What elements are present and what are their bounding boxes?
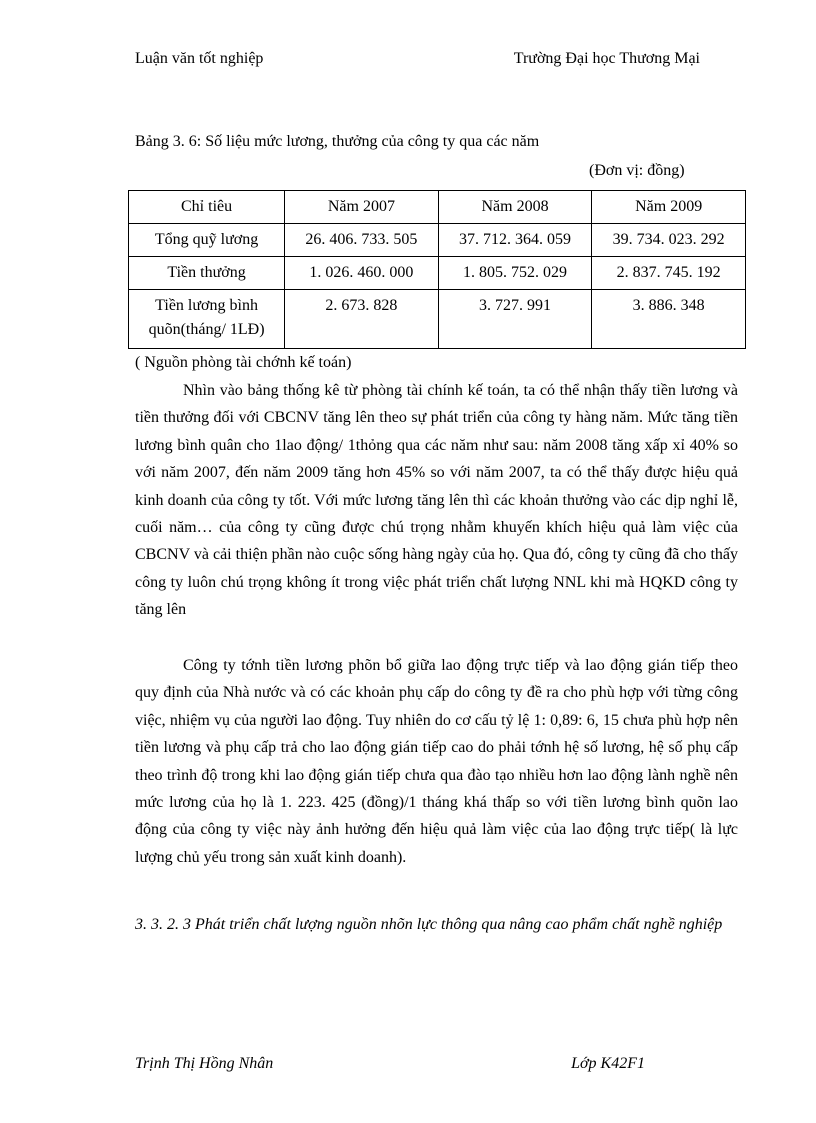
footer-class: Lớp K42F1 — [571, 1055, 645, 1072]
table-cell: Tiền lương bình quõn(tháng/ 1LĐ) — [129, 290, 285, 349]
footer-author: Trịnh Thị Hồng Nhân — [135, 1055, 274, 1072]
table-cell: 39. 734. 023. 292 — [592, 224, 746, 257]
table-cell: 2. 837. 745. 192 — [592, 257, 746, 290]
table-caption: Bảng 3. 6: Số liệu mức lương, thưởng của công ty qua các năm — [135, 133, 540, 150]
table-cell: 37. 712. 364. 059 — [438, 224, 592, 257]
table-cell: 3. 886. 348 — [592, 290, 746, 349]
body-paragraph: Nhìn vào bảng thống kê từ phòng tài chính kế toán, ta có thể nhận thấy tiền lương và tiền thưởng đối với CBCNV tăng lên theo sự phát triển của công ty hàng năm. Mức tăng tiền lương bình quân cho 1lao động/ 1thỏng qua các năm như sau: năm 2008 tăng xấp xỉ 40% so với năm 2007, đến năm 2009 tăng hơn 45% so với năm 2007, ta có thể thấy được hiệu quả kinh doanh của công ty tốt. Với mức lương tăng lên thì các khoản thưởng vào các dịp nghỉ lễ, cuối năm… của công ty cũng được chú trọng nhằm khuyến khích hiệu quả làm việc của CBCNV và cải thiện phần nào cuộc sống hàng ngày của họ. Qua đó, công ty cũng đã cho thấy công ty luôn chú trọng không ít trong việc phát triển chất lượng NNL khi mà HQKD công ty tăng lên — [135, 382, 738, 619]
header-thesis-label: Luận văn tốt nghiệp — [135, 50, 264, 67]
table-unit: (Đơn vị: đồng) — [589, 162, 685, 179]
section-subheading: 3. 3. 2. 3 Phát triển chất lượng nguồn nhõn lực thông qua nâng cao phẩm chất nghề nghiệp — [135, 916, 723, 933]
table-header-cell: Chỉ tiêu — [129, 191, 285, 224]
table-header-row — [129, 191, 746, 224]
table-cell: 26. 406. 733. 505 — [285, 224, 439, 257]
table-header-cell: Năm 2009 — [592, 191, 746, 224]
body-paragraph: Công ty tớnh tiền lương phõn bổ giữa lao động trực tiếp và lao động gián tiếp theo quy định của Nhà nước và có các khoản phụ cấp do công ty đề ra cho phù hợp với từng công việc, nhiệm vụ của người lao động. Tuy nhiên do cơ cấu tỷ lệ 1: 0,89: 6, 15 chưa phù hợp nên tiền lương và phụ cấp trả cho lao động gián tiếp cao do phải tớnh hệ số lương, hệ số phụ cấp theo trình độ trong khi lao động gián tiếp chưa qua đào tạo nhiều hơn lao động lành nghề nên mức lương của họ là 1. 223. 425 (đồng)/1 tháng khá thấp so với tiền lương bình quõn lao động của công ty việc này ảnh hưởng đến hiệu quả làm việc của lao động trực tiếp( là lực lượng chủ yếu trong sản xuất kinh doanh). — [135, 657, 738, 866]
table-cell: Tiền thưởng — [129, 257, 285, 290]
table-cell: Tổng quỹ lương — [129, 224, 285, 257]
table-row — [129, 290, 746, 349]
table-cell: 1. 805. 752. 029 — [438, 257, 592, 290]
page-header — [135, 50, 700, 72]
table-row — [129, 224, 746, 257]
table-cell: 2. 673. 828 — [285, 290, 439, 349]
table-cell: 1. 026. 460. 000 — [285, 257, 439, 290]
salary-bonus-table — [128, 190, 746, 349]
table-header-cell: Năm 2008 — [438, 191, 592, 224]
page-footer — [135, 1055, 645, 1077]
table-source-note: ( Nguồn phòng tài chớnh kế toán) — [135, 354, 352, 371]
table-header-cell: Năm 2007 — [285, 191, 439, 224]
table-cell: 3. 727. 991 — [438, 290, 592, 349]
header-university: Trường Đại học Thương Mại — [513, 50, 700, 67]
table-row — [129, 257, 746, 290]
